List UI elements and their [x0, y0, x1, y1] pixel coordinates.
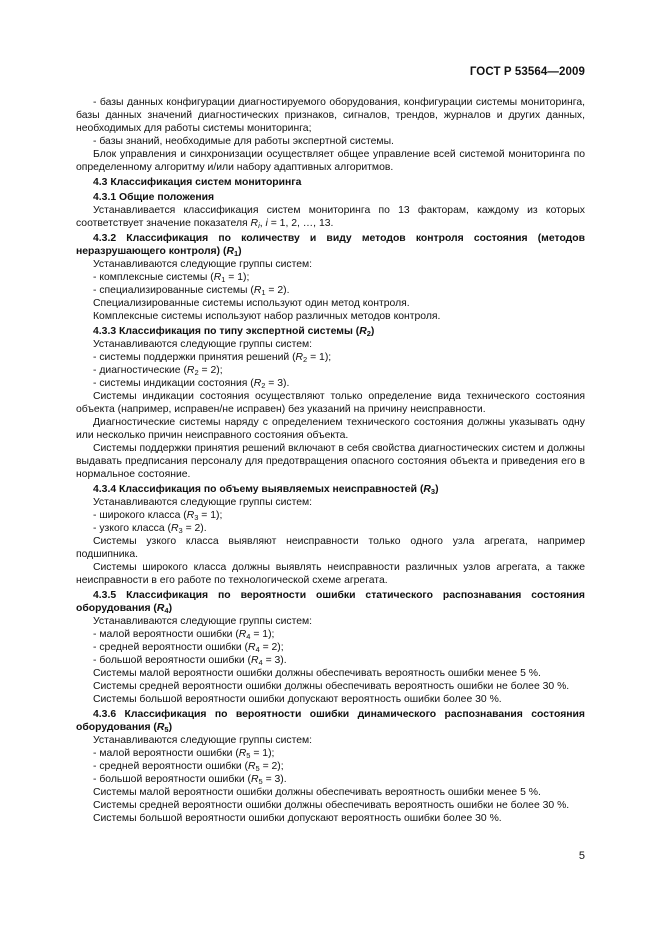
page-number: 5 [578, 850, 585, 862]
paragraph: Системы узкого класса выявляют неисправности только одного узла агрегата, например подшипника. [76, 536, 585, 560]
paragraph: Системы широкого класса должны выявлять неисправности различных узлов агрегата, а также неисправности в его работе по технологической схеме агрегата. [76, 562, 585, 586]
paragraph: Устанавливаются следующие группы систем: [93, 259, 313, 270]
paragraph: Системы поддержки принятия решений включают в себя свойства диагностических систем и должны выдавать предписания персоналу для предотвращения опасного состояния объекта и приведения его в нормальное состояние. [76, 443, 585, 480]
paragraph: Системы малой вероятности ошибки должны обеспечивать вероятность ошибки менее 5 %. [93, 787, 541, 798]
list-item: - базы данных конфигурации диагностируемого оборудования, конфигурации системы мониторинга, базы данных значений диагностических признаков, сигналов, трендов, журналов и других данных, необходимых для работы системы мониторинга; [76, 97, 585, 134]
list-item: - комплексные системы $(R_1 = 1)$; [93, 272, 250, 284]
subsection-heading: 4.3.2 Классификация по количеству и виду методов контроля состояния (методов неразрушающего контроля) $(R_1)$ [76, 233, 585, 258]
subsection-heading: 4.3.1 Общие положения [93, 192, 215, 203]
document-body [76, 96, 585, 825]
paragraph: Диагностические системы наряду с определением технического состояния должны указывать одну или несколько причин неисправного состояния объекта. [76, 417, 585, 441]
paragraph: Системы средней вероятности ошибки должны обеспечивать вероятность ошибки не более 30 %. [93, 800, 570, 811]
paragraph: Блок управления и синхронизации осуществляет общее управление всей системой мониторинга по определенному алгоритму и/или набору адаптивных алгоритмов. [76, 149, 585, 173]
section-heading: 4.3 Классификация систем мониторинга [93, 177, 302, 188]
list-item: - системы поддержки принятия решений $(R_2 = 1)$; [93, 352, 332, 364]
paragraph: Устанавливаются следующие группы систем: [93, 339, 313, 350]
list-item: - диагностические $(R_2 = 2)$; [93, 365, 223, 377]
list-item: - большой вероятности ошибки $(R_4 = 3)$. [93, 655, 287, 667]
list-item: - системы индикации состояния $(R_2 = 3)$. [93, 378, 290, 390]
list-item: - большой вероятности ошибки $(R_5 = 3)$. [93, 774, 287, 786]
list-item: - базы знаний, необходимые для работы экспертной системы. [93, 136, 394, 147]
paragraph: Комплексные системы используют набор различных методов контроля. [93, 311, 441, 322]
subsection-heading: 4.3.4 Классификация по объему выявляемых неисправностей $(R_3)$ [93, 484, 439, 496]
paragraph: Устанавливается классификация систем мониторинга по 13 факторам, каждому из которых соответствует значение показателя $R_i$, i = 1, 2, …, 13. [76, 205, 585, 230]
subsection-heading: 4.3.6 Классификация по вероятности ошибки динамического распознавания состояния оборудования $(R_5)$ [76, 709, 585, 734]
paragraph: Системы большой вероятности ошибки допускают вероятность ошибки более 30 %. [93, 813, 502, 824]
paragraph: Системы большой вероятности ошибки допускают вероятность ошибки более 30 %. [93, 694, 502, 705]
subsection-heading: 4.3.5 Классификация по вероятности ошибки статического распознавания состояния оборудования $(R_4)$ [76, 590, 585, 615]
list-item: - малой вероятности ошибки $(R_4 = 1)$; [93, 629, 275, 641]
list-item: - узкого класса $(R_3 = 2)$. [93, 523, 207, 535]
paragraph: Системы индикации состояния осуществляют только определение вида технического состояния объекта (например, исправен/не исправен) без указаний на причину неисправности. [76, 391, 585, 415]
paragraph: Системы малой вероятности ошибки должны обеспечивать вероятность ошибки менее 5 %. [93, 668, 541, 679]
subsection-heading: 4.3.3 Классификация по типу экспертной системы $(R_2)$ [93, 326, 375, 338]
list-item: - средней вероятности ошибки $(R_5 = 2)$; [93, 761, 284, 773]
document-header: ГОСТ Р 53564—2009 [469, 66, 585, 78]
list-item: - специализированные системы $(R_1 = 2)$. [93, 285, 290, 297]
paragraph: Устанавливаются следующие группы систем: [93, 497, 313, 508]
list-item: - средней вероятности ошибки $(R_4 = 2)$; [93, 642, 284, 654]
list-item: - широкого класса $(R_3 = 1)$; [93, 510, 223, 522]
paragraph: Специализированные системы используют один метод контроля. [93, 298, 410, 309]
paragraph: Системы средней вероятности ошибки должны обеспечивать вероятность ошибки не более 30 %. [93, 681, 570, 692]
paragraph: Устанавливаются следующие группы систем: [93, 735, 313, 746]
list-item: - малой вероятности ошибки $(R_5 = 1)$; [93, 748, 275, 760]
paragraph: Устанавливаются следующие группы систем: [93, 616, 313, 627]
